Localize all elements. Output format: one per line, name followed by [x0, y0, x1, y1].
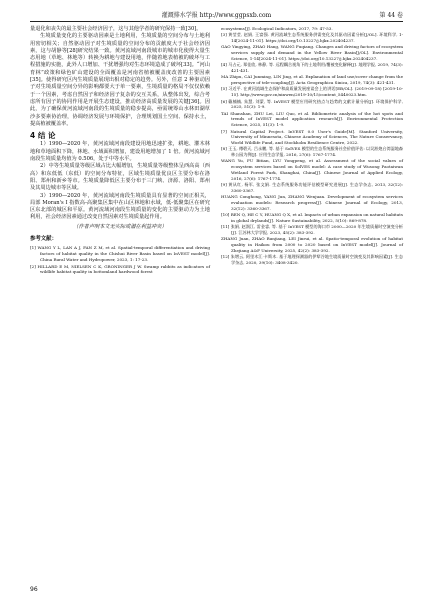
reference-item: HUANG Conghong, YANG Jun, ZHANG Wenjuan. Development of ecosystem services evaluation models: Research progress[J]. Chinese Journal of Ecology, 2013, 32(12): 3360-3367. — [221, 194, 403, 211]
reference-item: ecosystems[J]. Ecological Indicators, 2017, 79: 47-53. — [221, 26, 333, 31]
reference-item: TAI Shanshan, ZHU Lei, LIU Quo, et al. Bibliometric analysis of the hot spots and trends of InVEST model application research[J]. Environmental Protection Science, 2025, 51(3): 1-9. — [221, 110, 403, 128]
reference-item: [4] 马占元, 郑佳欣, 林静, 等. 远程耦合视角下的土地利用/覆被变化解释[J]. 地理学报, 2019, 74(3): 421-431. — [221, 62, 403, 74]
reference-item: [7] Natural Capital Project. InVEST 0.0 User's Guide[M]. Stanford University, University of Minnesota, Chinese Academy of Sciences, The Nature Conservancy, World Wildlife Fund, and Stockholm Resilience Centre, 2022. — [221, 128, 403, 145]
reference-item: [1] WANG Y L, LAN A J, FAN Z M, et al. Spatial-temporal differentiation and driving factors of habitat quality in the Chishui River Basin based on InVEST model[J]. China Rural Water and Hydropower, 2023, 1: 17-23. — [30, 245, 210, 262]
reference-item: [9] 黄从红, 杨军, 张文娟. 生态系统服务功能评估模型研究进展[J]. 生态学杂志, 2013, 32(12): 3360-3367. — [221, 182, 403, 193]
reference-item: [6] 戴楠楠, 朱慧, 刘蒙, 等. InVEST 模型应用研究热点与趋势的文献计量分析[J]. 环境保护科学, 2025, 51(3): 1-9. — [221, 98, 403, 110]
reference-item: [11] 张娟, 赵润江, 雷金睿, 等. 基于 InVEST 模型的海口市 2000—2020 年生境质量时空演变分析[J]. 江苏林大学学报, 2023, 45(2): 383-392. — [221, 224, 403, 235]
volume-label: 第 44 卷 — [379, 12, 403, 19]
reference-item: [8] 王玉, 傅碧天, 吕永鹏, 等. 基于 SolVES 模型的生态系统服务社会价值评估: 以吴淞炮台湾湿地森林公园为例[J]. 应用生态学报, 2016, 27(6): 1767-1774. — [221, 146, 403, 158]
reference-item: WANG Yu, FU Bitian, LYU Yongpeng, et al. Assessment of the social values of ecosystem services based on SolVES model: A case study of Wusong Paotaiwan Wetland Forest Park, Shanghai, China[J]. Chinese Journal of Applied Ecology, 2016, 27(6): 1767-1774. — [221, 158, 403, 181]
reference-item: [5] 习近平. 在黄河流域生态保护和高质量发展座谈会上的讲话[EB/OL]. (2019-09-18) [2019-10-15]. http://www.gov.cn/xinwen/2019-10/15/content_5440023.htm. — [221, 86, 403, 98]
intro-paragraph-1: 量退化和丧失的最主要社会经济因子，这与其他学者的研究保持一致[30]。 — [30, 26, 202, 32]
references-heading: 参考文献： — [30, 236, 57, 243]
reference-item: [12] 朱增云, 阿里木江·卡斯木. 基于地理探测器的伊犁谷地生境质量时空演变及其影响因素[J]. 生态学杂志, 2020, 39(10): 3408-3420. — [221, 254, 403, 265]
intro-paragraph-2: 生境质量变化的主要驱动因素是土地利用，生境质量的空间分布与土地利用密切相关；自然驱动因子对生境质量的空间分布的贡献度大于社会经济因素，这与胡静等[28]研究结果一致。黄河流域河南段城市的城市化使得大量生态用地（草地、林地等）转换为耕地与建设用地，伴随着地表植被的破坏与工程措施的实施，此外人口增加、干扰增强均对生态环境造成了破坏[33]。“河山育林”政策和绿色矿山建设的全面覆盖是河南省植被覆盖度改善的主要因素[35]。使得研究区内生境质量展现出相对稳定的趋势。另外，任意 2 种驱动因子对生境质量空间分异的影响都要大于单一要素，生境质量的格局不仅仅依赖于一个因素，考虑自然因子和经济因子复杂的交互关系，从整体出发，综合考虑所有因子的协同作用是开展生态建设，推动经济高质量发展的关键[36]。因此，为了确保黄河流域河南段的生境质量的稳步提高，亟需统筹山水林田湖草沙多要素协治理，协调经济发展与环境保护，合理规划国土空间、保持水土，提高植被覆盖率。 — [30, 33, 210, 127]
conflict-of-interest-note: （作者声明本文无实际或潜在利益冲突） — [73, 223, 167, 230]
section-heading-conclusion: 4 结 论 — [30, 131, 56, 141]
reference-item: [10] REN Q, HE C Y, HUANG Q X, et al. Impacts of urban expansion on natural habitats in global drylands[J]. Nature Sustainability, 2022, 5(10): 869-878. — [221, 211, 404, 223]
running-header — [30, 8, 403, 22]
reference-item: ZHANG Juan, ZHAO Runjiang, LEI Jinrui, et al. Spatio-temporal evolution of habitat quality in Haikou from 2000 to 2020 based on InVEST model[J]. Journal of Zhejiang A&F University, 2025, 42(2): 383-392. — [221, 236, 403, 253]
conclusion-2: 2）中等生境质量等级区域占比大幅增加，生境质量等级整体呈西高高（西高）和东低低（东低）的空间分布特征，区域生境质量优良区主要分布在洛阳、郑州和新乡等市。生境质量降低区主要分布于三门峡、济源、洛阳、郑州及其周边城市等区域。 — [30, 163, 210, 192]
left-column — [30, 26, 210, 276]
conclusion-3: 3）1990—2020 年，黄河流域河南段生境质量具有显著的空间正相关，局部 Moran's I 指数高-高聚集区集中在山区林地和水域，低-低聚集区在研究区东北部的城区和平原。黄河流域河南段生境质量的变化的主要驱动力为土地利用，社会经济因素通过改变自然因素对生境质量起作用。 — [30, 192, 210, 221]
conclusion-1: 1）1990—2020 年，黄河流域河南段建设用地迅速扩张，耕地、灌木林地和草地面积下降，林地、水域面积增加，建设用地增加了 1 倍。黄河流域河南段生境质量均值为 0.506，处于中等水平。 — [30, 141, 210, 163]
right-column-references — [221, 26, 403, 266]
reference-item: [2] HILLARD E M, NIELSEN C K, GRONINGER J W. Swamp rabbits as indicators of wildlife habitat quality in bottomland hardwood forest — [30, 263, 210, 275]
journal-name: 灌溉排水学报 http://www.ggpsxb.com — [161, 12, 272, 19]
page-number: 96 — [30, 586, 38, 593]
reference-item: GAO Yingying, ZHAO Hang, WANG Fuqiang. Changes and driving factors of ecosystem services supply and demand in the Yellow River Basin[J/OL]. Environmental Science, 1-14[2024-11-01]. https://doi.org/10.13227/j.hjkx.202404237. — [221, 44, 403, 61]
reference-item: [3] 黄莹莹, 赵娟, 王富强. 黄河流域生态系统服务供需变化及其驱动因素分析[J/OL]. 环境科学, 1-14[2024-11-01]. https://doi.org/10.13227/j.hjkx.202404237. — [221, 32, 403, 44]
reference-item: MA Zhipu, CAI Junming, LIN Jing, et al. Explanation of land use/cover change from the perspective of tele-coupling[J]. Acta Geographica Sinica, 2019, 74(3): 421-431. — [221, 74, 403, 86]
